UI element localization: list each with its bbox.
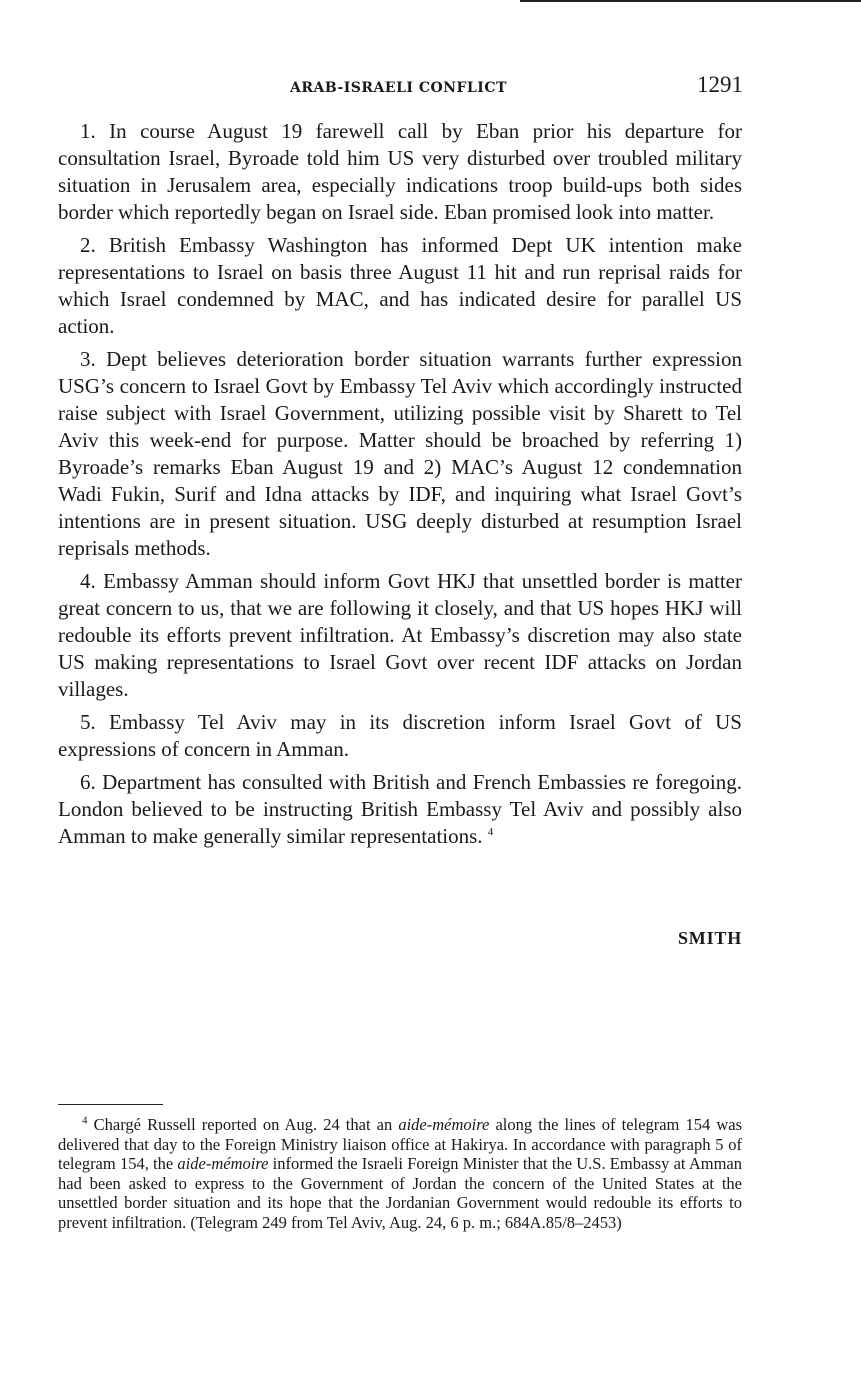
paragraph-6 bbox=[58, 769, 742, 850]
running-head: ARAB-ISRAELI CONFLICT bbox=[290, 80, 507, 96]
footnote-italic-2: aide-mémoire bbox=[177, 1154, 269, 1173]
footnote-text-1: Chargé Russell reported on Aug. 24 that an bbox=[93, 1115, 399, 1134]
body-text bbox=[58, 118, 742, 856]
signature: SMITH bbox=[677, 928, 742, 948]
footnote-rule bbox=[58, 1104, 163, 1105]
footnote-marker: 4 bbox=[82, 1114, 88, 1127]
top-rule bbox=[520, 0, 861, 2]
footnote-reference: 4 bbox=[487, 826, 494, 838]
page-number: 1291 bbox=[697, 72, 743, 97]
paragraph-3: 3. Dept believes deterioration border situation warrants further expression USG’s concern to Israel Govt by Embassy Tel Aviv which accordingly instructed raise subject with Israel Government, utilizing possible visit by Sharett to Tel Aviv this week-end for purpose. Matter should be broached by referring 1) Byroade’s remarks Eban August 19 and 2) MAC’s August 12 condemnation Wadi Fukin, Surif and Idna attacks by IDF, and inquiring what Israel Govt’s intentions are in present situation. USG deeply disturbed at resumption Israel reprisals methods. bbox=[58, 347, 742, 560]
paragraph-5: 5. Embassy Tel Aviv may in its discretion inform Israel Govt of US expressions of concern in Amman. bbox=[58, 710, 742, 761]
paragraph-4: 4. Embassy Amman should inform Govt HKJ that unsettled border is matter great concern to us, that we are following it closely, and that US hopes HKJ will redouble its efforts prevent infiltration. At Embassy’s discretion may also state US making representations to Israel Govt over recent IDF attacks on Jordan villages. bbox=[58, 569, 742, 701]
paragraph-6-text: 6. Department has consulted with British and French Embassies re foregoing. London believed to be instructing British Embassy Tel Aviv and possibly also Amman to make generally similar representations. bbox=[58, 770, 742, 848]
footnote bbox=[58, 1115, 742, 1232]
footnote-text-3: informed the Israeli Foreign Minister that the U.S. Embassy at Amman had been asked to express to the Government of Jordan the concern of the United States at the unsettled border situation and its hope that the Jordanian Government would redouble its efforts to prevent infiltration. (Telegram 249 from Tel Aviv, Aug. 24, 6 p. m.; 684A.85/8–2453) bbox=[58, 1154, 742, 1232]
footnote-italic-1: aide-mémoire bbox=[398, 1115, 490, 1134]
footnote-text-2: along the lines of telegram 154 was delivered that day to the Foreign Ministry liaison office at Hakirya. In accordance with paragraph 5 of telegram 154, the bbox=[58, 1115, 742, 1173]
paragraph-1: 1. In course August 19 farewell call by Eban prior his departure for consultation Israel, Byroade told him US very disturbed over troubled military situation in Jerusalem area, especially indications troop build-ups both sides border which reportedly began on Israel side. Eban promised look into matter. bbox=[58, 119, 742, 224]
paragraph-2: 2. British Embassy Washington has informed Dept UK intention make representations to Israel on basis three August 11 hit and run reprisal raids for which Israel condemned by MAC, and has indicated desire for parallel US action. bbox=[58, 233, 742, 338]
